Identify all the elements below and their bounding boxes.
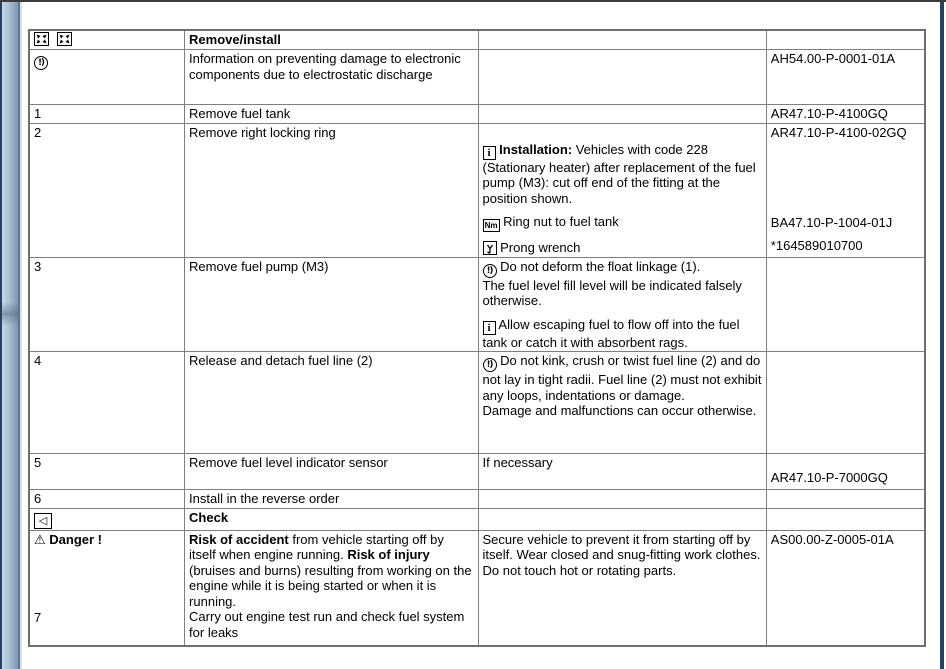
step-number: 5 [34, 455, 42, 470]
notes-cell [478, 508, 766, 530]
step-number: 3 [34, 258, 42, 274]
warning-text: Do not deform the float linkage (1). [500, 258, 701, 274]
item-number-cell [29, 352, 185, 454]
damage-note-icon: !) [34, 56, 48, 70]
row-step-4 [29, 352, 925, 454]
window-right-border [940, 2, 944, 669]
info-icon: i [483, 146, 496, 160]
row-step-1 [29, 105, 925, 124]
row-check-header [29, 508, 925, 530]
description-cell [185, 352, 478, 454]
doc-ref-cell [766, 50, 925, 105]
notes-cell [478, 530, 766, 646]
item-number-cell [29, 454, 185, 490]
step-number: 6 [34, 491, 42, 506]
procedure-table-container [28, 29, 926, 647]
item-number-cell [29, 530, 185, 646]
doc-ref-cell [766, 30, 925, 50]
doc-ref-cell [766, 454, 925, 490]
scrollbar-thumb-edge [2, 302, 18, 326]
doc-ref-link[interactable]: AR47.10-P-4100-02GQ [770, 124, 907, 140]
section-icon-cell [29, 508, 185, 530]
warning-text: Do not kink, crush or twist fuel line (2) and do not lay in tight radii. Fuel line (2) must not exhibit any loops, indentations or damage. [482, 353, 762, 403]
info-note [483, 317, 762, 351]
step-number: 1 [34, 106, 42, 121]
notes-cell [478, 30, 766, 50]
scrollbar-track[interactable] [2, 2, 18, 669]
info-text: Allow escaping fuel to flow off into the fuel tank or catch it with absorbent rags. [482, 316, 740, 350]
item-number-cell [29, 123, 185, 257]
doc-ref-cell [766, 352, 925, 454]
doc-ref-cell [766, 490, 925, 509]
description-text: Release and detach fuel line (2) [189, 353, 373, 368]
danger-label: Danger ! [49, 531, 103, 547]
step-number: 7 [34, 609, 42, 625]
risk-text-2: (bruises and burns) resulting from working on the engine while it is being started or when it is running. [189, 562, 472, 609]
description-cell [185, 50, 478, 105]
risk-bold-1: Risk of accident [189, 531, 289, 547]
description-text: Remove fuel level indicator sensor [189, 455, 388, 470]
notes-cell [478, 50, 766, 105]
item-number-cell [29, 490, 185, 509]
installation-note [483, 142, 762, 207]
collapse-graphics-icon[interactable] [57, 32, 72, 46]
section-title-cell [185, 30, 478, 50]
procedure-table [28, 29, 926, 647]
row-step-5 [29, 454, 925, 490]
description-text: Information on preventing damage to electronic components due to electrostatic discharge [189, 51, 461, 82]
prong-wrench-icon [483, 241, 497, 255]
doc-ref-link[interactable]: AH54.00-P-0001-01A [770, 51, 896, 66]
description-text: Install in the reverse order [189, 491, 340, 506]
doc-ref-link[interactable]: AS00.00-Z-0005-01A [770, 531, 894, 547]
notes-cell [478, 123, 766, 257]
row-esd-info [29, 50, 925, 105]
description-cell [185, 454, 478, 490]
notes-cell [478, 490, 766, 509]
damage-warning [483, 259, 762, 278]
row-step-3 [29, 257, 925, 352]
special-tool-line [483, 240, 762, 256]
risk-bold-2: Risk of injury [347, 547, 430, 562]
installation-label: Installation: [499, 141, 573, 157]
row-header [29, 30, 925, 50]
doc-ref-link[interactable]: AR47.10-P-7000GQ [770, 470, 888, 485]
special-tool-text: Prong wrench [500, 240, 581, 255]
doc-ref-link[interactable]: AR47.10-P-4100GQ [770, 106, 888, 121]
torque-line [483, 214, 762, 232]
notes-cell [478, 257, 766, 352]
notes-cell [478, 105, 766, 124]
description-cell [185, 257, 478, 352]
row-step-6 [29, 490, 925, 509]
info-icon: i [483, 321, 496, 335]
condition-text: If necessary [482, 455, 553, 470]
item-number-cell [29, 50, 185, 105]
vertical-scrollbar[interactable] [0, 2, 22, 669]
damage-note-icon: !) [483, 264, 497, 278]
step-description: Carry out engine test run and check fuel system for leaks [189, 609, 465, 640]
doc-ref-link[interactable]: BA47.10-P-1004-01J [770, 214, 893, 230]
item-number-cell [29, 105, 185, 124]
doc-ref-cell [766, 105, 925, 124]
description-cell [185, 105, 478, 124]
notes-cell [478, 352, 766, 454]
section-title: Remove/install [189, 32, 281, 47]
safety-measures-text: Secure vehicle to prevent it from starting off by itself. Wear closed and snug-fitting work clothes. Do not touch hot or rotating parts. [482, 531, 761, 578]
doc-ref-cell [766, 530, 925, 646]
damage-warning [483, 353, 762, 403]
torque-text: Ring nut to fuel tank [503, 214, 619, 229]
warning-text-2: The fuel level fill level will be indicated falsely otherwise. [482, 277, 742, 308]
part-number[interactable]: *164589010700 [770, 237, 863, 253]
item-number-cell [29, 257, 185, 352]
danger-description [189, 532, 473, 610]
description-text: Remove fuel tank [189, 106, 291, 121]
section-title: Check [189, 509, 229, 525]
description-cell [185, 490, 478, 509]
row-step-2 [29, 123, 925, 257]
doc-ref-cell [766, 123, 925, 257]
torque-nm-icon: Nm [483, 219, 500, 232]
check-icon[interactable]: ◁ [34, 513, 52, 529]
header-icons-cell [29, 30, 185, 50]
description-text: Remove right locking ring [189, 124, 336, 140]
description-cell [185, 530, 478, 646]
description-text: Remove fuel pump (M3) [189, 258, 329, 274]
doc-ref-cell [766, 508, 925, 530]
installation-text: Vehicles with code 228 (Stationary heater) after replacement of the fuel pump (M3): cut off end of the fitting at the position shown. [482, 141, 756, 206]
step-number: 4 [34, 353, 42, 368]
scrollbar-highlight [20, 2, 22, 669]
row-danger-step-7 [29, 530, 925, 646]
step-number: 2 [34, 124, 42, 140]
risk-text-1: from vehicle starting off by itself when engine running. [189, 531, 444, 562]
collapse-all-graphics-icon[interactable] [34, 32, 49, 46]
danger-triangle-icon: ⚠ [34, 532, 46, 548]
description-cell [185, 123, 478, 257]
notes-cell [478, 454, 766, 490]
window-top-border [0, 0, 946, 2]
doc-ref-cell [766, 257, 925, 352]
section-title-cell [185, 508, 478, 530]
warning-text-2: Damage and malfunctions can occur otherwise. [482, 403, 757, 418]
damage-note-icon: !) [483, 358, 497, 372]
